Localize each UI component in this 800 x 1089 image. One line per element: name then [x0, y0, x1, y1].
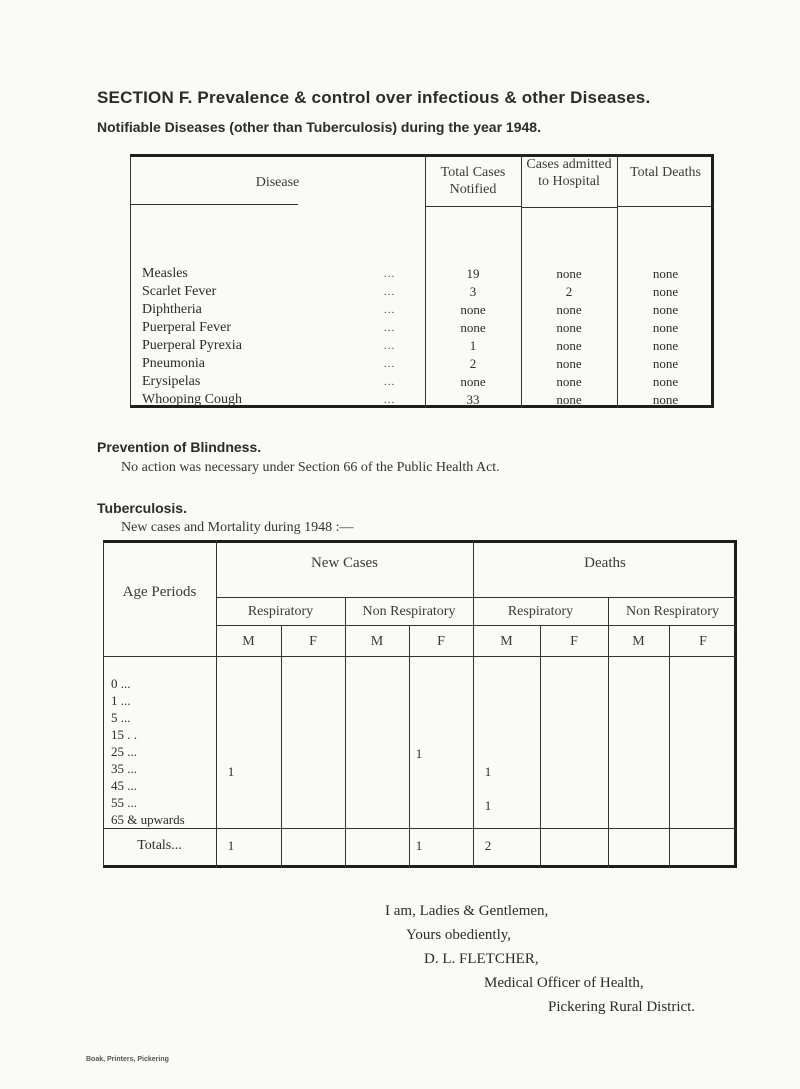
deaths-resp-m-25: 1 — [484, 764, 492, 779]
header-deaths-nonresp-f: F — [699, 634, 707, 649]
cases-notified: none — [460, 302, 486, 317]
new-resp-m-25: 1 — [227, 764, 235, 779]
age-period: 15 . . — [111, 727, 137, 742]
signatory-title: Medical Officer of Health, — [484, 975, 644, 991]
header-new-respiratory: Respiratory — [247, 604, 314, 619]
signatory-name: D. L. FLETCHER, — [424, 951, 539, 967]
total-deaths: none — [652, 284, 679, 299]
signatory-district: Pickering Rural District. — [548, 999, 696, 1015]
header-deaths-respiratory: Respiratory — [507, 604, 574, 619]
disease-name: Measles — [142, 266, 188, 281]
totals-label: Totals... — [137, 838, 182, 853]
cases-hospital: none — [556, 374, 582, 389]
total-deaths: none — [652, 338, 679, 353]
header-new-cases: New Cases — [310, 555, 379, 571]
closing-yours: Yours obediently, — [406, 927, 512, 943]
cases-notified: 3 — [469, 284, 477, 299]
total-new-nonresp-f: 1 — [415, 838, 423, 853]
disease-name: Erysipelas — [142, 374, 201, 389]
notifiable-diseases-subheading: Notifiable Diseases (other than Tuberculosis) during the year 1948. — [97, 119, 541, 135]
age-period: 5 ... — [111, 710, 131, 725]
cases-notified: 33 — [466, 392, 480, 407]
leader-dots: ... — [384, 286, 396, 298]
blindness-title: Prevention of Blindness. — [97, 439, 262, 455]
cases-notified: none — [460, 374, 486, 389]
tuberculosis-text: New cases and Mortality during 1948 :— — [121, 520, 354, 535]
total-deaths: none — [652, 392, 679, 407]
closing-line: I am, Ladies & Gentlemen, — [385, 903, 549, 919]
age-period: 25 ... — [111, 744, 137, 759]
disease-name: Scarlet Fever — [142, 284, 217, 299]
header-deaths-nonresp-m: M — [632, 634, 645, 649]
cases-hospital: none — [556, 320, 582, 335]
tuberculosis-table — [103, 540, 737, 868]
total-deaths-resp-m: 2 — [484, 838, 492, 853]
cases-hospital: none — [556, 356, 582, 371]
leader-dots: ... — [384, 376, 396, 388]
header-deaths: Deaths — [584, 555, 626, 571]
leader-dots: ... — [384, 304, 396, 316]
header-new-resp-f: F — [309, 634, 317, 649]
total-deaths: none — [652, 266, 679, 281]
leader-dots: ... — [384, 394, 396, 406]
header-total-cases-notified: Total Cases Notified — [440, 165, 506, 197]
cases-notified: 1 — [469, 338, 477, 353]
header-deaths-non-respiratory: Non Respiratory — [626, 604, 719, 619]
header-new-nonresp-f: F — [437, 634, 445, 649]
deaths-resp-m-45: 1 — [484, 798, 492, 813]
leader-dots: ... — [384, 340, 396, 352]
total-deaths: none — [652, 320, 679, 335]
disease-name: Whooping Cough — [142, 392, 242, 407]
header-total-deaths: Total Deaths — [630, 165, 701, 180]
notifiable-diseases-table — [130, 154, 714, 408]
cases-hospital: 2 — [565, 284, 573, 299]
age-period: 35 ... — [111, 761, 137, 776]
disease-name: Puerperal Fever — [142, 320, 232, 335]
header-new-nonresp-m: M — [370, 634, 384, 649]
header-new-resp-m: M — [242, 634, 255, 649]
header-disease: Disease — [255, 175, 300, 190]
section-heading: SECTION F. Prevalence & control over infectious & other Diseases. — [97, 88, 651, 107]
new-nonresp-f-15: 1 — [415, 746, 423, 761]
age-period: 1 ... — [111, 693, 131, 708]
leader-dots: ... — [384, 358, 396, 370]
disease-name: Diphtheria — [142, 302, 202, 317]
header-deaths-resp-f: F — [570, 634, 578, 649]
age-period: 65 & upwards — [111, 812, 185, 827]
header-cases-admitted: Cases admitted to Hospital — [526, 157, 612, 189]
cases-hospital: none — [556, 302, 582, 317]
total-deaths: none — [652, 302, 679, 317]
total-new-resp-m: 1 — [227, 838, 235, 853]
cases-notified: 19 — [466, 266, 480, 281]
age-period: 0 ... — [111, 676, 131, 691]
cases-notified: none — [460, 320, 486, 335]
header-age-periods: Age Periods — [122, 584, 197, 600]
leader-dots: ... — [384, 268, 396, 280]
header-deaths-resp-m: M — [500, 634, 513, 649]
cases-notified: 2 — [469, 356, 477, 371]
age-period: 45 ... — [111, 778, 137, 793]
disease-name: Puerperal Pyrexia — [142, 338, 242, 353]
total-deaths: none — [652, 374, 679, 389]
total-deaths: none — [652, 356, 679, 371]
leader-dots: ... — [384, 322, 396, 334]
printer-imprint: Boak, Printers, Pickering — [86, 1056, 169, 1063]
cases-hospital: none — [556, 392, 582, 407]
cases-hospital: none — [556, 338, 582, 353]
tuberculosis-title: Tuberculosis. — [97, 500, 187, 516]
disease-name: Pneumonia — [142, 356, 205, 371]
header-new-non-respiratory: Non Respiratory — [362, 604, 456, 619]
cases-hospital: none — [556, 266, 582, 281]
age-period: 55 ... — [111, 795, 137, 810]
blindness-text: No action was necessary under Section 66 of the Public Health Act. — [121, 460, 500, 475]
